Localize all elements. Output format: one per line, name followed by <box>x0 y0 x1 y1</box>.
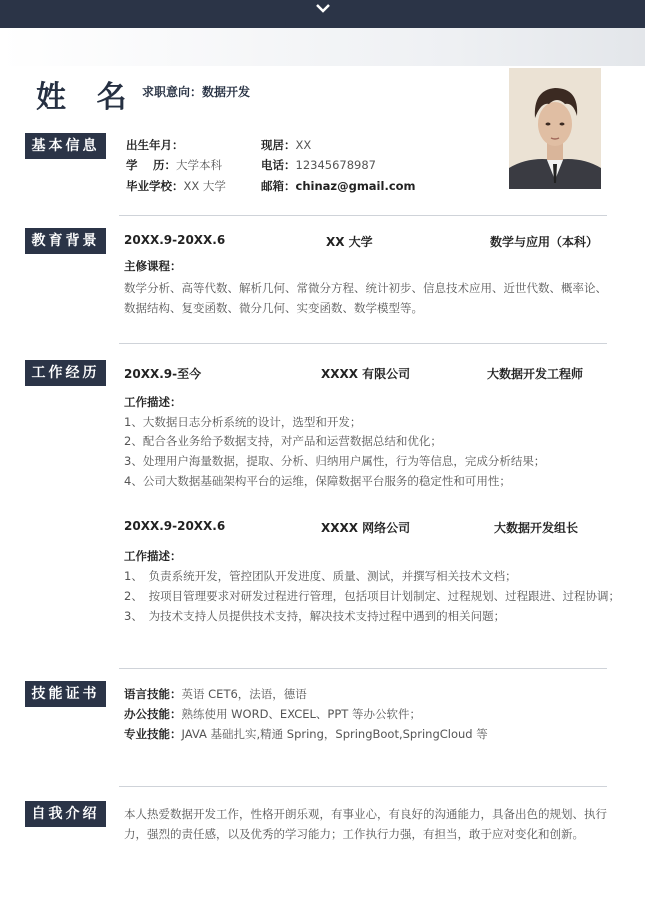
job2-title: 大数据开发组长 <box>494 521 579 535</box>
job1-item-3: 3、处理用户海量数据，提取、分析、归纳用户属性，行为等信息，完成分析结果； <box>124 454 546 468</box>
residence-row <box>261 137 311 153</box>
divider <box>119 343 607 344</box>
pro-skill-row <box>124 726 488 742</box>
school-value: XX 大学 <box>183 179 226 193</box>
chevron-down-icon <box>314 2 332 16</box>
job-intent: 求职意向：数据开发 <box>142 85 251 99</box>
phone-row <box>261 157 376 173</box>
divider <box>119 215 607 216</box>
lang-skill-row <box>124 686 307 702</box>
job1-company: XXXX 有限公司 <box>321 367 411 381</box>
profile-photo <box>509 68 601 189</box>
intro-line-1: 本人热爱数据开发工作，性格开朗乐观，有事业心，有良好的沟通能力，具备出色的规划、执行 <box>124 807 607 821</box>
job1-desc-label: 工作描述： <box>124 395 182 409</box>
candidate-name: 姓 名 <box>36 80 137 115</box>
job2-item-3: 3、 为技术支持人员提供技术支持，解决技术支持过程中遇到的相关问题； <box>124 609 506 623</box>
section-basic-info: 基本信息 <box>25 133 106 159</box>
job2-period: 20XX.9-20XX.6 <box>124 519 226 533</box>
phone-label: 电话： <box>261 158 296 172</box>
section-intro: 自我介绍 <box>25 801 106 827</box>
job1-title: 大数据开发工程师 <box>487 367 584 381</box>
job2-item-2: 2、 按项目管理要求对研发过程进行管理，包括项目计划制定、过程规划、过程跟进、过程协调； <box>124 589 621 603</box>
job1-item-2: 2、配合各业务给予数据支持，对产品和运营数据总结和优化； <box>124 434 442 448</box>
email-label: 邮箱： <box>261 179 296 193</box>
school-label: 毕业学校： <box>126 179 184 193</box>
job2-company: XXXX 网络公司 <box>321 521 411 535</box>
birth-label: 出生年月： <box>126 138 184 152</box>
edu-period: 20XX.9-20XX.6 <box>124 233 226 247</box>
edu-school: XX 大学 <box>326 235 373 249</box>
residence-value: XX <box>295 138 312 152</box>
office-skill-row <box>124 706 421 722</box>
job2-desc-label: 工作描述： <box>124 549 182 563</box>
edu-major: 数学与应用（本科） <box>490 235 599 249</box>
degree-label: 学 历： <box>126 158 177 172</box>
pro-skill-label: 专业技能： <box>124 727 182 741</box>
school-row <box>126 178 226 194</box>
job1-period: 20XX.9-至今 <box>124 367 202 381</box>
intro-line-2: 力，强烈的责任感，以及优秀的学习能力；工作执行力强，有担当，敢于应对变化和创新。 <box>124 827 584 841</box>
degree-row <box>126 157 222 173</box>
divider <box>119 668 607 669</box>
courses-line-2: 数据结构、复变函数、微分几何、实变函数、数学模型等。 <box>124 301 423 315</box>
pro-skill-value: JAVA 基础扎实,精通 Spring，SpringBoot,SpringCloud 等 <box>181 727 488 741</box>
header-fade <box>0 28 645 66</box>
phone-value: 12345678987 <box>295 158 376 172</box>
courses-line-1: 数学分析、高等代数、解析几何、常微分方程、统计初步、信息技术应用、近世代数、概率论、 <box>124 281 607 295</box>
degree-value: 大学本科 <box>176 158 223 172</box>
lang-skill-label: 语言技能： <box>124 687 182 701</box>
email-value: chinaz@gmail.com <box>295 179 416 193</box>
divider <box>119 786 607 787</box>
courses-label: 主修课程： <box>124 259 182 273</box>
job2-item-1: 1、 负责系统开发，管控团队开发进度、质量、测试，并撰写相关技术文档； <box>124 569 517 583</box>
office-skill-label: 办公技能： <box>124 707 182 721</box>
job1-item-1: 1、大数据日志分析系统的设计，选型和开发； <box>124 415 362 429</box>
section-skills: 技能证书 <box>25 681 106 707</box>
section-education: 教育背景 <box>25 228 106 254</box>
email-row <box>261 178 416 194</box>
section-work: 工作经历 <box>25 360 106 386</box>
job1-item-4: 4、公司大数据基础架构平台的运维，保障数据平台服务的稳定性和可用性； <box>124 474 511 488</box>
residence-label: 现居： <box>261 138 296 152</box>
lang-skill-value: 英语 CET6，法语，德语 <box>181 687 307 701</box>
office-skill-value: 熟练使用 WORD、EXCEL、PPT 等办公软件； <box>181 707 421 721</box>
